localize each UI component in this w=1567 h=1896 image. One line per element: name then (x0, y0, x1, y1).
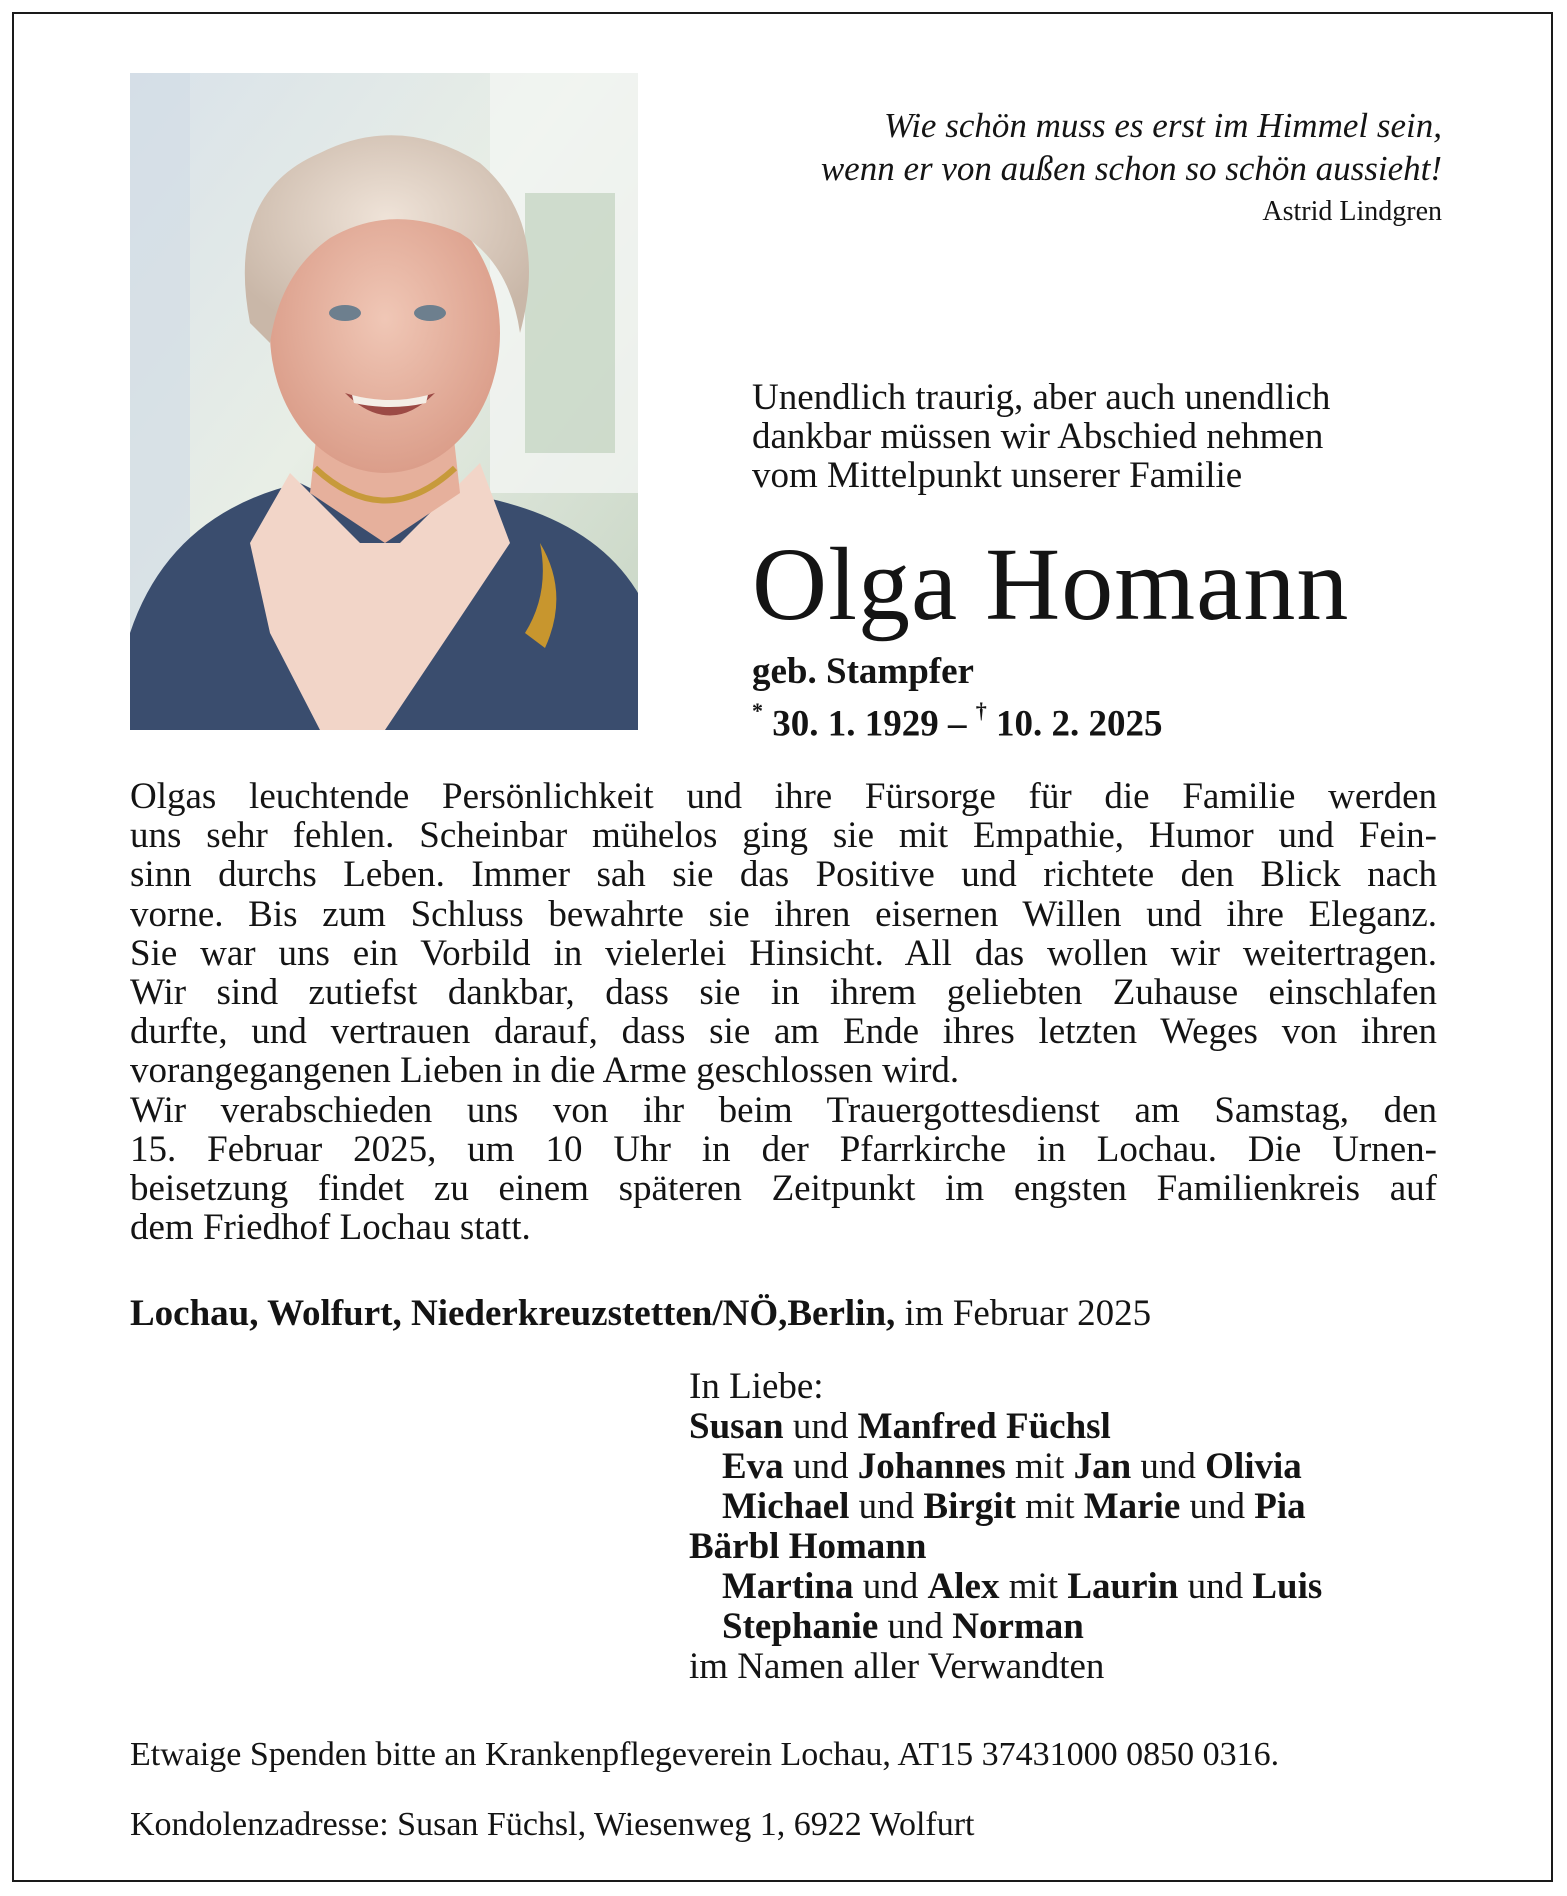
life-dates (752, 695, 1163, 744)
conjunction: und (858, 1486, 915, 1527)
birth-symbol: * (752, 698, 763, 723)
intro-line: vom Mittelpunkt unserer Familie (752, 455, 1243, 496)
family-member: Norman (952, 1606, 1084, 1647)
conjunction: und (887, 1606, 944, 1647)
family-line (689, 1527, 1322, 1567)
conjunction: mit (1008, 1566, 1059, 1607)
family-closing: im Namen aller Verwandten (689, 1646, 1105, 1687)
body-line: sinn durchs Leben. Immer sah sie das Positive und richtete den Blick nach (130, 854, 1437, 896)
family-member: Laurin (1067, 1566, 1179, 1607)
conjunction: und (792, 1406, 849, 1447)
portrait-photo (130, 73, 638, 730)
family-line (689, 1567, 1322, 1607)
family-line (689, 1447, 1322, 1487)
birth-name: geb. Stampfer (752, 651, 974, 692)
birth-date: 30. 1. 1929 (772, 703, 939, 745)
family-member: Manfred Füchsl (857, 1406, 1111, 1447)
intro-text (752, 378, 1452, 495)
family-member: Jan (1073, 1446, 1132, 1487)
body-line: Sie war uns ein Vorbild in vielerlei Hinsicht. All das wollen wir weitertragen. (130, 932, 1437, 974)
donation-note: Etwaige Spenden bitte an Krankenpflegeverein Lochau, AT15 37431000 0850 0316. (130, 1736, 1280, 1773)
body-line: Olgas leuchtende Persönlichkeit und ihre Fürsorge für die Familie werden (130, 776, 1437, 817)
conjunction: mit (1015, 1446, 1065, 1487)
body-line: dem Friedhof Lochau statt. (130, 1207, 531, 1249)
family-member: Stephanie (722, 1606, 879, 1647)
places-and-date (130, 1293, 1151, 1335)
body-line: vorangegangenen Lieben in die Arme geschlossen wird. (130, 1050, 960, 1092)
quote-line-2: wenn er von außen schon so schön aussieht! (820, 149, 1442, 188)
conjunction: und (1189, 1486, 1246, 1527)
intro-line: Unendlich traurig, aber auch unendlich (752, 377, 1331, 418)
obituary-text (130, 777, 1437, 1247)
death-date: 10. 2. 2025 (996, 703, 1163, 745)
family-list (689, 1367, 1322, 1687)
family-line (689, 1407, 1322, 1447)
condolence-address: Kondolenzadresse: Susan Füchsl, Wiesenweg 1, 6922 Wolfurt (130, 1806, 975, 1843)
month-year: im Februar 2025 (895, 1293, 1152, 1334)
family-member: Alex (927, 1566, 1000, 1607)
quote-author: Astrid Lindgren (1262, 196, 1442, 227)
conjunction: mit (1025, 1486, 1075, 1527)
places-list: Lochau, Wolfurt, Niederkreuzstetten/NÖ,Berlin, (130, 1293, 896, 1334)
conjunction: und (862, 1566, 919, 1607)
body-line: Wir verabschieden uns von ihr beim Trauergottesdienst am Samstag, den (130, 1089, 1437, 1131)
body-line: vorne. Bis zum Schluss bewahrte sie ihren eisernen Willen und ihre Eleganz. (130, 893, 1437, 935)
family-line (689, 1487, 1322, 1527)
family-member: Bärbl Homann (689, 1526, 927, 1567)
family-member: Michael (722, 1486, 850, 1527)
quote-line-1: Wie schön muss es erst im Himmel sein, (883, 106, 1442, 145)
family-member: Birgit (923, 1486, 1016, 1527)
family-member: Marie (1083, 1486, 1181, 1527)
conjunction: und (1140, 1446, 1196, 1487)
date-dash: – (948, 703, 967, 745)
family-member: Martina (722, 1566, 854, 1607)
deceased-name: Olga Homann (752, 527, 1350, 642)
body-line: 15. Februar 2025, um 10 Uhr in der Pfarrkirche in Lochau. Die Urnen- (130, 1128, 1437, 1170)
family-member: Susan (689, 1406, 784, 1447)
family-member: Olivia (1205, 1446, 1302, 1487)
family-member: Johannes (857, 1446, 1006, 1487)
family-member: Luis (1252, 1566, 1323, 1607)
portrait-illustration (130, 73, 638, 730)
quote-block (821, 104, 1442, 232)
body-line: Wir sind zutiefst dankbar, dass sie in ihrem geliebten Zuhause einschlafen (130, 972, 1437, 1014)
conjunction: und (792, 1446, 849, 1487)
intro-line: dankbar müssen wir Abschied nehmen (752, 416, 1324, 457)
body-line: durfte, und vertrauen darauf, dass sie am Ende ihres letzten Weges von ihren (130, 1011, 1437, 1053)
body-line: beisetzung findet zu einem späteren Zeitpunkt im engsten Familienkreis auf (130, 1168, 1437, 1210)
body-line: uns sehr fehlen. Scheinbar mühelos ging sie mit Empathie, Humor und Fein- (130, 815, 1437, 857)
family-line (689, 1607, 1322, 1647)
conjunction: und (1187, 1566, 1244, 1607)
family-heading: In Liebe: (689, 1366, 824, 1407)
family-member: Pia (1254, 1486, 1306, 1527)
death-symbol: † (975, 698, 987, 723)
family-member: Eva (722, 1446, 784, 1487)
